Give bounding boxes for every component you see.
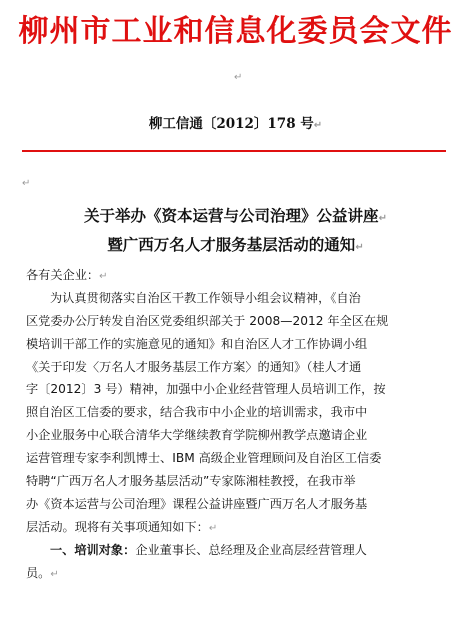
section1-line — [26, 539, 446, 562]
salutation-text: 各有关企业： — [26, 268, 100, 282]
body-line: 办《资本运营与公司治理》课程公益讲座暨广西万名人才服务基 — [26, 496, 368, 511]
body-line: 照自治区工信委的要求，结合我市中小企业的培训需求，我市中 — [26, 405, 368, 420]
doc-number-text: 柳工信通〔2012〕178 号 — [148, 116, 314, 132]
body-line: 小企业服务中心联合清华大学继续教育学院柳州教学点邀请企业 — [26, 428, 368, 443]
body-line: 《关于印发〈万名人才服务基层工作方案〉的通知》（桂人才通 — [26, 359, 362, 374]
paragraph-mark-icon: ↵ — [355, 242, 364, 253]
document-header-title: 柳州市工业和信息化委员会文件 — [18, 14, 453, 49]
red-divider-rule — [22, 150, 446, 152]
body-line: 模培训干部工作的实施意见的通知》和自治区人才工作协调小组 — [26, 336, 368, 351]
section1-continuation — [26, 562, 446, 585]
body-line-text: 层活动。现将有关事项通知如下： — [26, 519, 209, 534]
paragraph-mark-icon: ↵ — [208, 522, 218, 534]
section1-cont-text: 员。 — [26, 565, 51, 580]
notice-title-text-2: 暨广西万名人才服务基层活动的通知 — [107, 235, 356, 254]
body-line: 区党委办公厅转发自治区党委组织部关于 2008—2012 年全区在规 — [26, 313, 389, 328]
body-line: 为认真贯彻落实自治区干教工作领导小组会议精神，《自治 — [50, 290, 361, 305]
salutation-line — [26, 264, 446, 287]
paragraph-mark-icon: ↵ — [50, 568, 59, 580]
paragraph-mark-icon: ↵ — [378, 213, 387, 224]
body-line-last — [26, 516, 446, 539]
section1-label: 一、培训对象： — [50, 542, 136, 557]
paragraph-mark-icon: ↵ — [99, 271, 108, 282]
body-line: 运营管理专家李利凯博士、IBM 高级企业管理顾问及自治区工信委 — [26, 451, 382, 466]
paragraph-mark-icon: ↵ — [234, 72, 243, 83]
paragraph-mark-icon: ↵ — [313, 120, 323, 131]
notice-title-text-1: 关于举办《资本运营与公司治理》公益讲座 — [84, 206, 379, 225]
notice-title-line-1 — [0, 204, 471, 226]
body-line: 字〔2012〕3 号）精神，加强中小企业经营管理人员培训工作，按 — [26, 382, 386, 397]
section1-text: 企业董事长、总经理及企业高层经营管理人 — [135, 542, 367, 557]
paragraph-mark-icon: ↵ — [22, 178, 31, 189]
notice-title-line-2 — [0, 233, 471, 255]
body-line: 特聘“广西万名人才服务基层活动”专家陈湘桂教授，在我市举 — [26, 474, 356, 489]
notice-body — [26, 264, 446, 584]
document-number — [0, 112, 471, 132]
